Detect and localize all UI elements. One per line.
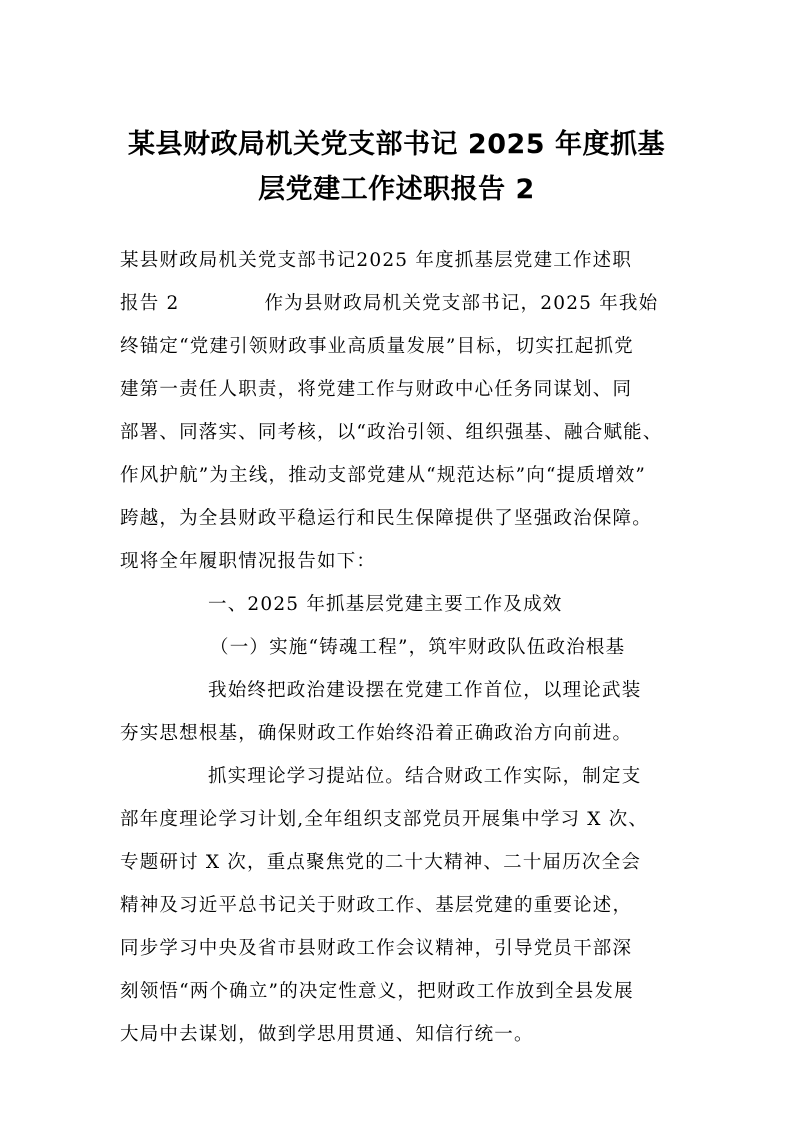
paragraph-line: 部署、同落实、同考核，以“政治引领、组织强基、融合赋能、 <box>120 422 663 443</box>
section-subheading: （一）实施“铸魂工程”，筑牢财政队伍政治根基 <box>210 637 626 658</box>
paragraph-line: 某县财政局机关党支部书记2025 年度抓基层党建工作述职 <box>120 250 633 271</box>
paragraph-line: 终锚定“党建引领财政事业高质量发展”目标，切实扛起抓党 <box>120 336 634 357</box>
paragraph-line: 专题研讨 X 次，重点聚焦党的二十大精神、二十届历次全会 <box>120 852 642 873</box>
paragraph-line: 夯实思想根基，确保财政工作始终沿着正确政治方向前进。 <box>120 723 633 744</box>
paragraph-line: 刻领悟“两个确立”的决定性意义，把财政工作放到全县发展 <box>120 981 634 1002</box>
document-title <box>100 122 693 212</box>
paragraph-line: 抓实理论学习提站位。结合财政工作实际，制定支 <box>208 766 642 787</box>
title-line-2: 层党建工作述职报告 2 <box>258 174 535 205</box>
paragraph-line: 精神及习近平总书记关于财政工作、基层党建的重要论述， <box>120 895 633 916</box>
paragraph-line: 我始终把政治建设摆在党建工作首位，以理论武装 <box>208 680 642 701</box>
paragraph-line: 同步学习中央及省市县财政工作会议精神，引导党员干部深 <box>120 938 633 959</box>
section-heading: 一、2025 年抓基层党建主要工作及成效 <box>208 594 563 615</box>
paragraph-line: 跨越，为全县财政平稳运行和民生保障提供了坚强政治保障。 <box>120 508 652 529</box>
title-line-1: 某县财政局机关党支部书记 2025 年度抓基 <box>128 129 665 160</box>
paragraph-line: 大局中去谋划，做到学思用贯通、知信行统一。 <box>120 1024 534 1045</box>
paragraph-line-part: 报告 2 <box>120 293 180 314</box>
paragraph-line: 现将全年履职情况报告如下： <box>120 551 377 572</box>
paragraph-line: 建第一责任人职责，将党建工作与财政中心任务同谋划、同 <box>120 379 633 400</box>
paragraph-line-part: 作为县财政局机关党支部书记，2025 年我始 <box>264 293 659 314</box>
paragraph-line: 部年度理论学习计划,全年组织支部党员开展集中学习 X 次、 <box>120 809 649 830</box>
paragraph-line <box>120 286 658 322</box>
paragraph-line: 作风护航”为主线，推动支部党建从“规范达标”向“提质增效” <box>120 465 647 486</box>
